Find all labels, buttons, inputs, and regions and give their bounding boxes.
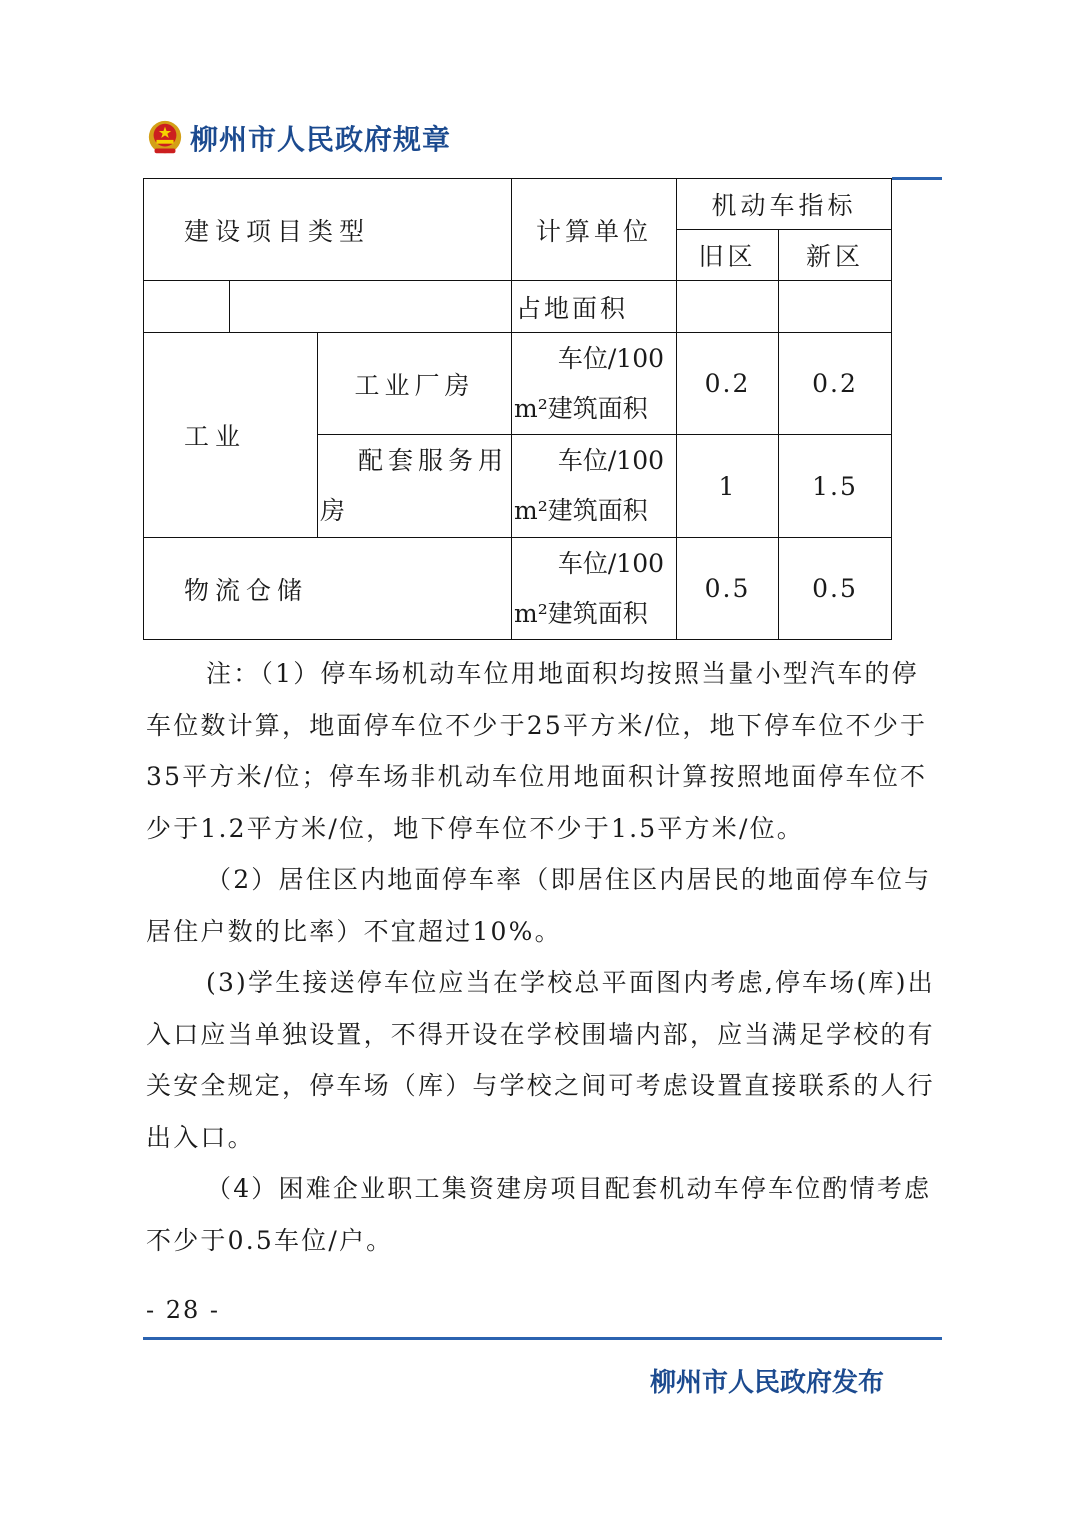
row-name-line1: 配套服务用 xyxy=(358,446,509,475)
row-unit xyxy=(512,435,677,538)
row-name xyxy=(318,435,512,538)
row-new-value: 0.2 xyxy=(779,333,892,435)
note-paragraph: （4）困难企业职工集资建房项目配套机动车停车位酌情考虑不少于0.5车位/户。 xyxy=(146,1174,932,1255)
row-unit xyxy=(512,538,677,640)
row-old-value: 0.5 xyxy=(677,538,779,640)
carry-unit-cell: 占地面积 xyxy=(512,281,677,333)
carry-empty-cell xyxy=(779,281,892,333)
row-unit-line2: m²建筑面积 xyxy=(514,598,648,628)
row-old-value: 1 xyxy=(677,435,779,538)
row-unit-line1: 车位/100 xyxy=(557,446,664,475)
note-paragraph: 注：（1）停车场机动车位用地面积均按照当量小型汽车的停车位数计算，地面停车位不少于25平方米/位，地下停车位不少于35平方米/位；停车场非机动车位用地面积计算按照地面停车位不少于1.2平方米/位，地下停车位不少于1.5平方米/位。 xyxy=(146,659,928,843)
industry-label: 工业 xyxy=(144,333,318,538)
row-unit-line2: m²建筑面积 xyxy=(514,496,648,525)
carry-empty-cell xyxy=(230,281,512,333)
row-new-value: 0.5 xyxy=(779,538,892,640)
footer-rule xyxy=(143,1337,942,1340)
row-new-value: 1.5 xyxy=(779,435,892,538)
row-unit-line1: 车位/100 xyxy=(557,548,664,578)
parking-standard-table xyxy=(143,178,892,640)
carry-empty-cell xyxy=(677,281,779,333)
header-type-cell: 建设项目类型 xyxy=(144,179,512,281)
header-rule xyxy=(892,177,942,180)
footer-publisher: 柳州市人民政府发布 xyxy=(650,1368,885,1398)
header-unit-cell: 计算单位 xyxy=(512,179,677,281)
header-title: 柳州市人民政府规章 xyxy=(190,123,452,156)
row-unit-line1: 车位/100 xyxy=(557,343,664,373)
row-unit-line2: m²建筑面积 xyxy=(514,393,648,423)
page-number: - 28 - xyxy=(146,1296,221,1324)
carry-empty-cell xyxy=(144,281,230,333)
header-index-cell: 机动车指标 xyxy=(677,179,892,230)
note-paragraph: (3)学生接送停车位应当在学校总平面图内考虑,停车场(库)出入口应当单独设置，不得开设在学校围墙内部，应当满足学校的有关安全规定，停车场（库）与学校之间可考虑设置直接联系的人行出入口。 xyxy=(146,968,935,1152)
row-unit xyxy=(512,333,677,435)
header-old-district: 旧区 xyxy=(677,230,779,281)
page-header xyxy=(146,116,451,160)
row-name: 物流仓储 xyxy=(144,538,512,640)
row-old-value: 0.2 xyxy=(677,333,779,435)
note-paragraph: （2）居住区内地面停车率（即居住区内居民的地面停车位与居住户数的比率）不宜超过10%。 xyxy=(146,865,932,946)
national-emblem-icon xyxy=(146,119,184,157)
notes-section xyxy=(146,648,942,1266)
row-name-line2: 房 xyxy=(320,496,346,525)
header-new-district: 新区 xyxy=(779,230,892,281)
row-name: 工业厂房 xyxy=(318,333,512,435)
